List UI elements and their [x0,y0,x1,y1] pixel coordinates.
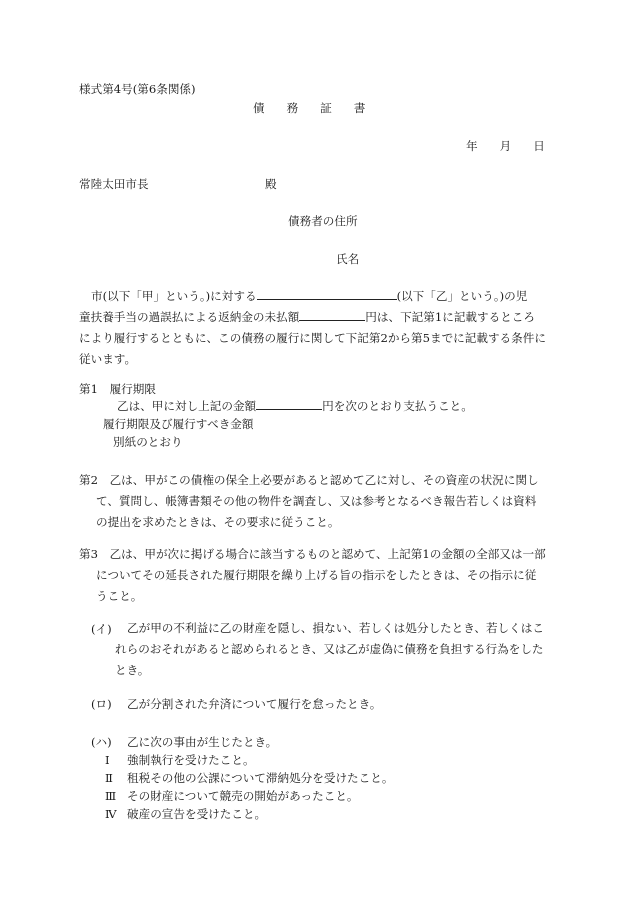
art2-line-3: の提出を求めたときは、その要求に従うこと。 [96,515,340,529]
date-day: 日 [533,139,545,153]
sub-num: Ⅰ [105,753,110,767]
document-title: 債務証書 [253,101,388,115]
sub-text: 強制執行を受けたこと。 [127,753,255,767]
sub-text: 破産の宣告を受けたこと。 [127,807,267,821]
item-ro-text: 乙が分割された弁済について履行を怠ったとき。 [127,697,382,711]
art1-amount-blank [256,397,322,410]
intro-line-4: 従います。 [79,352,137,366]
item-ro-label: (ロ) [91,697,112,711]
item-i-line-2: れらのおそれがあると認められるとき、又は乙が虚偽に債務を負担する行為をした [115,642,544,656]
debtor-name-label: 氏名 [336,252,360,266]
sub-num: Ⅳ [105,807,117,821]
item-ha-sub-2 [105,769,393,787]
art2-line-1: 第2 乙は、甲がこの債権の保全上必要があると認めて乙に対し、その資産の状況に関し [79,473,539,487]
sub-num: Ⅲ [105,789,117,803]
art2-line-2: て、質問し、帳簿書類その他の物件を調査し、又は参考となるべき報告若しくは資料 [96,494,537,508]
item-ha-sub-3 [105,787,359,805]
form-label: 様式第4号(第6条関係) [79,82,196,96]
art3-line-1: 第3 乙は、甲が次に掲げる場合に該当するものと認めて、上記第1の金額の全部又は一部 [79,547,546,561]
intro-text-1b: (以下「乙」という。)の児 [396,289,528,303]
art1-heading: 第1 履行期限 [79,382,156,396]
item-i-line-1: 乙が甲の不利益に乙の財産を隠し、損ない、若しくは処分したとき、若しくはこ [127,621,544,635]
art1-sub2: 別紙のとおり [113,435,183,449]
intro-text-1a: 市(以下「甲」という。)に対する [91,289,257,303]
creditor-blank [257,287,397,300]
date-line [466,137,545,155]
art2-paragraph [79,470,539,533]
intro-text-2b: 円は、下記第1に記載するところ [365,310,535,324]
debtor-address-label: 債務者の住所 [288,214,358,228]
intro-line-3: により履行するとともに、この債務の履行に関して下記第2から第5までに記載する条件に [79,331,546,345]
recipient-suffix: 殿 [265,177,277,191]
intro-line-2 [79,307,546,328]
sub-num: Ⅱ [105,771,113,785]
art3-line-3: うこと。 [96,589,143,603]
art3-paragraph [79,544,546,607]
art1-text-b: 円を次のとおり支払うこと。 [322,399,473,413]
item-i-text [115,618,544,681]
date-year: 年 [466,139,478,153]
amount-blank [299,308,365,321]
item-ha-text: 乙に次の事由が生じたとき。 [127,735,278,749]
item-ha-label: (ハ) [91,735,112,749]
date-month: 月 [499,139,512,153]
art3-line-2: についてその延長された履行期限を繰り上げる旨の指示をしたときは、その指示に従 [96,568,537,582]
item-i-label: (イ) [91,622,112,636]
art1-sub: 履行期限及び履行すべき金額 [103,417,254,431]
recipient-name: 常陸太田市長 [79,177,149,191]
intro-line-1 [79,286,546,307]
item-i-line-3: とき。 [115,663,150,677]
art1-line [117,397,473,415]
sub-text: 租税その他の公課について滞納処分を受けたこと。 [127,771,394,785]
intro-paragraph [79,286,546,370]
art1-text-a: 乙は、甲に対し上記の金額 [117,399,257,413]
sub-text: その財産について競売の開始があったこと。 [127,789,359,803]
item-ha-sub-1 [105,751,255,769]
item-ha-sub-4 [105,805,266,823]
intro-text-2a: 童扶養手当の過誤払による返納金の未払額 [79,310,300,324]
